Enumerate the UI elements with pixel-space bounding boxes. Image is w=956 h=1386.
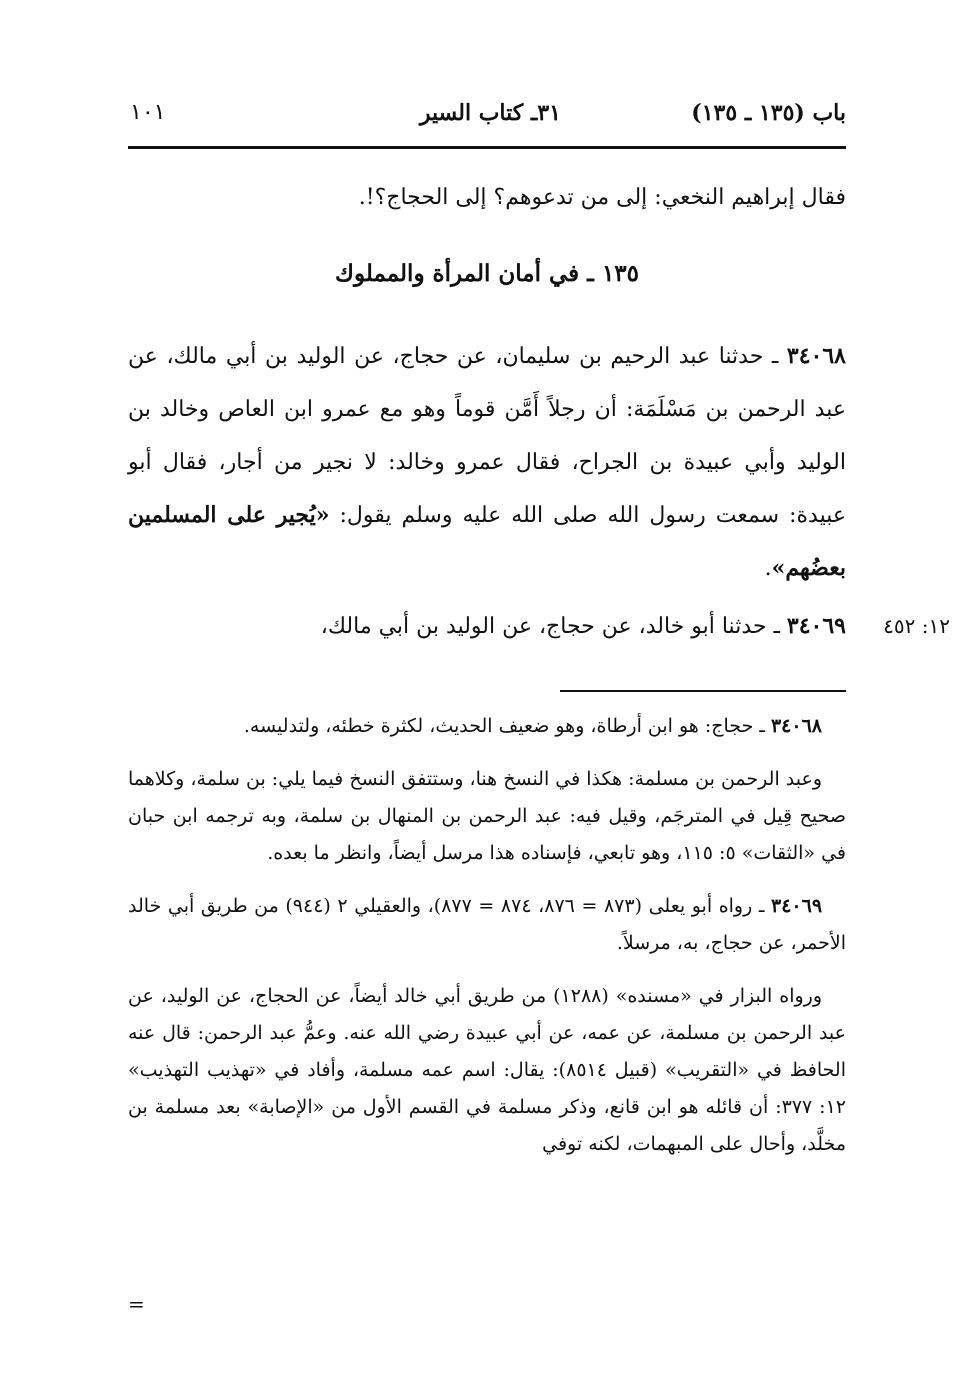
hadith-number: ٣٤٠٦٨ [786, 343, 846, 369]
footnote-text: ورواه البزار في «مسنده» (١٢٨٨) من طريق أبي خالد أيضاً، عن الحجاج، عن الوليد، عن عبد الرحمن بن مسلمة، عن عمه، عن أبي عبيدة رضي الله عنه. وعمُّ عبد الرحمن: قال عنه الحافظ في «التقريب» (قبيل ٨٥١٤): يقال: اسم عمه مسلمة، وأفاد في «تهذيب التهذيب» ١٢: ٣٧٧: أن قائله هو ابن قانع، وذكر مسلمة في القسم الأول من «الإصابة» بعد مسلمة بن مخلَّد، وأحال على المبهمات، لكنه توفي [128, 985, 846, 1155]
hadith-text: ـ حدثنا أبو خالد، عن حجاج، عن الوليد بن أبي مالك، [320, 614, 787, 639]
hadith-34068 [128, 330, 846, 595]
footnote-number: ٣٤٠٦٨ [770, 715, 822, 737]
intro-line: فقال إبراهيم النخعي: إلى من تدعوهم؟ إلى الحجاج؟!. [358, 185, 846, 210]
footnote-number: ٣٤٠٦٩ [771, 895, 823, 917]
hadith-text: ـ حدثنا عبد الرحيم بن سليمان، عن حجاج، عن الوليد بن أبي مالك، عن عبد الرحمن بن مَسْلَمَة: أن رجلاً أَمَّن قوماً وهو مع عمرو ابن العاص وخالد بن الوليد وأبي عبيدة بن الجراح، فقال عمرو وخالد: لا نجير من أجار، فقال أبو عبيدة: سمعت رسول الله صلى الله عليه وسلم يقول: [128, 344, 846, 528]
header-rule [128, 146, 846, 149]
page-number: ١٠١ [130, 100, 166, 125]
chapter-range: باب (١٣٥ ـ ١٣٥) [691, 100, 846, 126]
book-title: ٣١ـ كتاب السير [419, 100, 561, 126]
footnote [128, 888, 846, 962]
footnote-text: ـ حجاج: هو ابن أرطاة، وهو ضعيف الحديث، لكثرة خطئه، ولتدليسه. [243, 715, 771, 737]
footnotes [128, 708, 846, 1179]
hadith-number: ٣٤٠٦٩ [786, 613, 846, 639]
hadith-end: . [764, 556, 772, 581]
footnote-rule [560, 690, 846, 692]
margin-reference: ١٢: ٤٥٢ [883, 614, 950, 638]
hadith-34069 [128, 600, 846, 653]
footnote-text: وعبد الرحمن بن مسلمة: هكذا في النسخ هنا، وستتفق النسخ فيما يلي: بن سلمة، وكلاهما صحيح قِيل في المترجَم، وقيل فيه: عبد الرحمن بن المنهال بن سلمة، وبه ترجمه ابن حبان في «الثقات» ٥: ١١٥، وهو تابعي، فإسناده هذا مرسل أيضاً، وانظر ما بعده. [128, 768, 846, 864]
footnote [128, 708, 846, 745]
page-header [128, 88, 846, 138]
section-title: ١٣٥ ـ في أمان المرأة والمملوك [335, 260, 639, 287]
footnote [128, 761, 846, 872]
hadith-quote: «يُجير على المسلمين بعضُهم» [128, 502, 846, 581]
footnote-text: ـ رواه أبو يعلى (٨٧٣ = ٨٧٦، ٨٧٤ = ٨٧٧)، والعقيلي ٢ (٩٤٤) من طريق أبي خالد الأحمر، عن حجاج، به، مرسلاً. [128, 895, 846, 954]
continuation-mark: = [128, 1292, 145, 1316]
footnote [128, 978, 846, 1163]
